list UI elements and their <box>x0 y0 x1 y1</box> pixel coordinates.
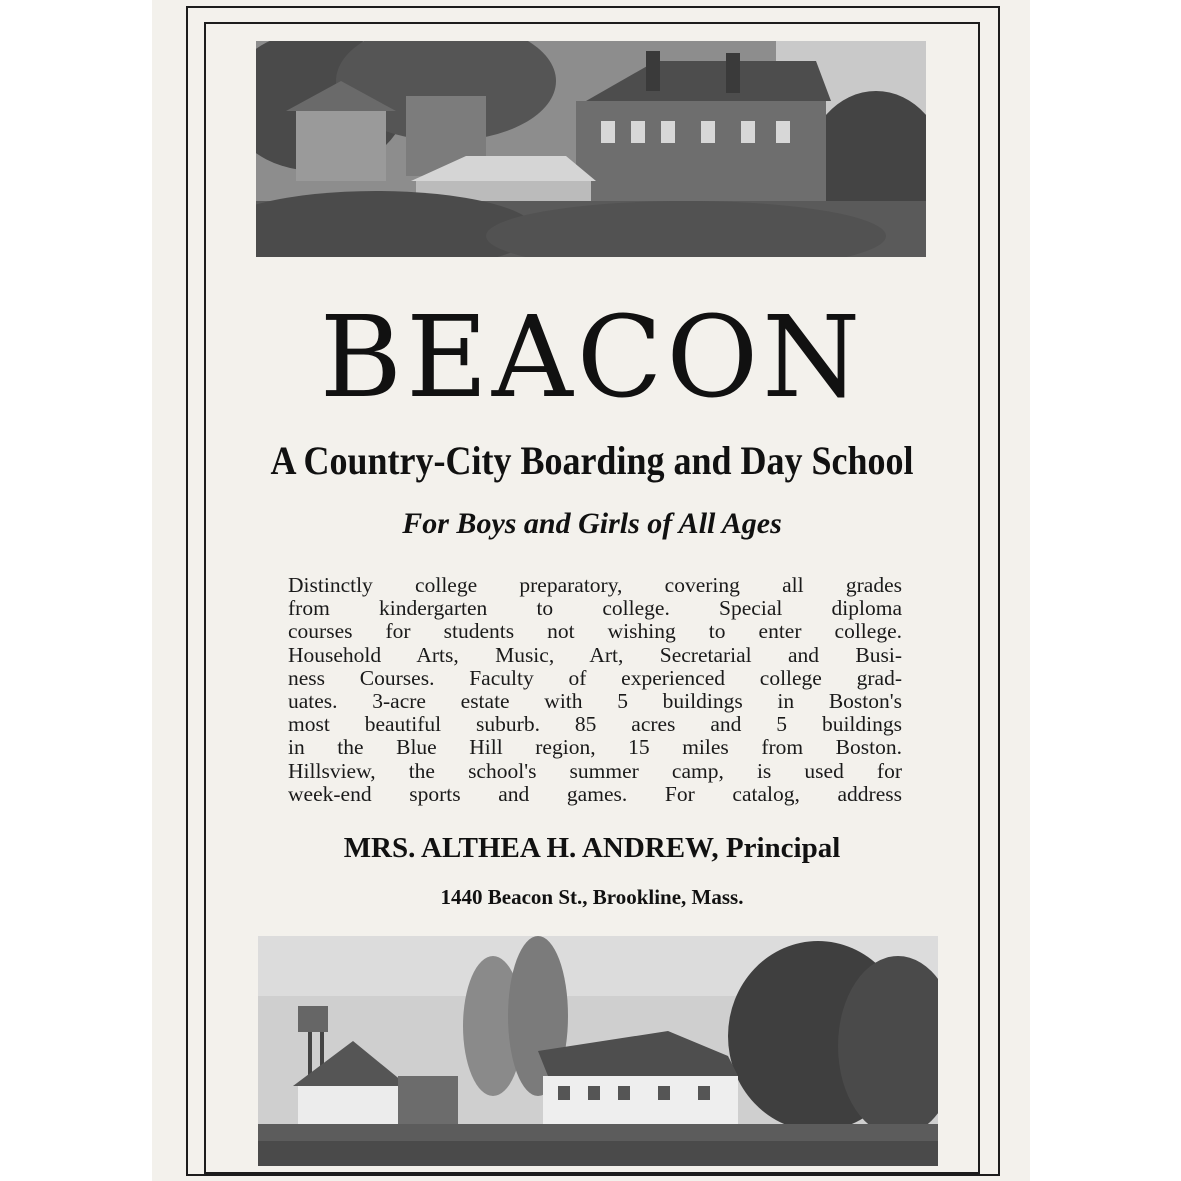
school-subtitle: A Country-City Boarding and Day School <box>270 438 914 483</box>
school-name-title: BEACON <box>319 293 865 423</box>
description-line: week-end sports and games. For catalog, address <box>288 781 902 806</box>
description-paragraph <box>288 574 902 806</box>
description-line: Hillsview, the school's summer camp, is used for <box>288 758 902 783</box>
principal-name: MRS. ALTHEA H. ANDREW, Principal <box>343 832 841 864</box>
school-address: 1440 Beacon St., Brookline, Mass. <box>440 885 744 909</box>
description-line: in the Blue Hill region, 15 miles from Boston. <box>288 735 902 760</box>
description-line: Household Arts, Music, Art, Secretarial and Busi- <box>288 642 902 667</box>
description-line: uates. 3-acre estate with 5 buildings in Boston's <box>288 688 902 713</box>
summer-camp-photo <box>258 936 938 1166</box>
description-line: courses for students not wishing to enter college. <box>288 619 902 644</box>
school-building-photo <box>256 41 926 257</box>
description-line: ness Courses. Faculty of experienced college grad- <box>288 665 902 690</box>
description-line: Distinctly college preparatory, covering all grades <box>288 573 902 597</box>
school-tagline: For Boys and Girls of All Ages <box>402 507 782 540</box>
description-line: from kindergarten to college. Special diploma <box>288 596 902 621</box>
description-line: most beautiful suburb. 85 acres and 5 buildings <box>288 712 902 737</box>
